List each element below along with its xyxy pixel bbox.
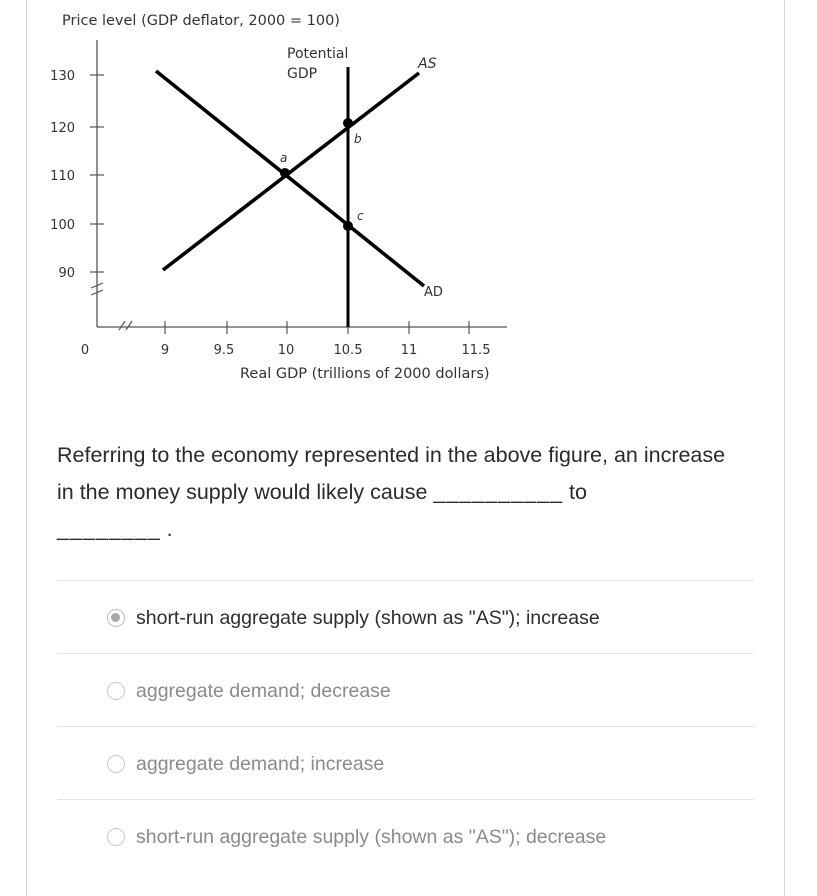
x-axis-break-2 <box>126 321 132 330</box>
radio-icon[interactable] <box>107 755 125 773</box>
x-tick-label: 10.5 <box>333 343 363 358</box>
point-b-label: b <box>354 132 362 146</box>
question-blank-2: ________ <box>57 517 161 541</box>
x-tick-label: 10 <box>277 343 295 358</box>
y-tick-label: 130 <box>50 69 75 84</box>
origin-label: 0 <box>80 343 90 358</box>
radio-icon[interactable] <box>107 682 125 700</box>
ad-as-figure <box>27 0 784 400</box>
x-tick-label: 11 <box>400 343 418 358</box>
answer-option-label: aggregate demand; increase <box>136 752 385 775</box>
potential-gdp-label: Potential <box>287 46 349 62</box>
divider <box>57 726 754 727</box>
divider <box>57 799 754 800</box>
ad-curve <box>156 71 424 286</box>
answer-option-3[interactable] <box>107 750 384 778</box>
question-card <box>26 0 785 896</box>
question-blank-1: __________ <box>433 480 564 504</box>
answer-option-1[interactable] <box>107 604 600 632</box>
answer-option-label: short-run aggregate supply (shown as "AS"); decrease <box>136 825 607 848</box>
y-axis-title: Price level (GDP deflator, 2000 = 100) <box>62 13 340 29</box>
as-curve <box>163 73 419 270</box>
answer-option-2[interactable] <box>107 677 391 705</box>
point-c <box>343 221 353 231</box>
radio-selected-icon[interactable] <box>107 609 125 627</box>
question-part1: Referring to the economy represented in the above figure, an increase in the money supply would likely cause <box>57 443 726 504</box>
ad-label: AD <box>424 285 443 300</box>
point-b <box>343 118 353 128</box>
divider <box>57 580 754 581</box>
y-tick-label: 90 <box>58 266 75 281</box>
y-tick-label: 110 <box>50 169 75 184</box>
point-c-label: c <box>357 209 364 223</box>
x-axis-break-1 <box>119 321 125 330</box>
potential-gdp-label: GDP <box>287 66 318 82</box>
answer-option-label: short-run aggregate supply (shown as "AS"); increase <box>136 606 600 629</box>
x-tick-label: 9 <box>160 343 170 358</box>
x-tick-label: 9.5 <box>213 343 235 358</box>
point-a <box>280 168 290 178</box>
question-text <box>57 437 737 548</box>
x-axis-title: Real GDP (trillions of 2000 dollars) <box>240 366 490 382</box>
x-tick-label: 11.5 <box>461 343 491 358</box>
y-tick-label: 100 <box>50 218 75 233</box>
as-label: AS <box>418 56 437 72</box>
point-a-label: a <box>280 151 288 165</box>
answer-option-label: aggregate demand; decrease <box>136 679 391 702</box>
question-part3: . <box>160 517 173 541</box>
y-tick-label: 120 <box>50 121 75 136</box>
answer-option-4[interactable] <box>107 823 606 851</box>
radio-icon[interactable] <box>107 828 125 846</box>
question-part2: to <box>563 480 587 504</box>
divider <box>57 653 754 654</box>
